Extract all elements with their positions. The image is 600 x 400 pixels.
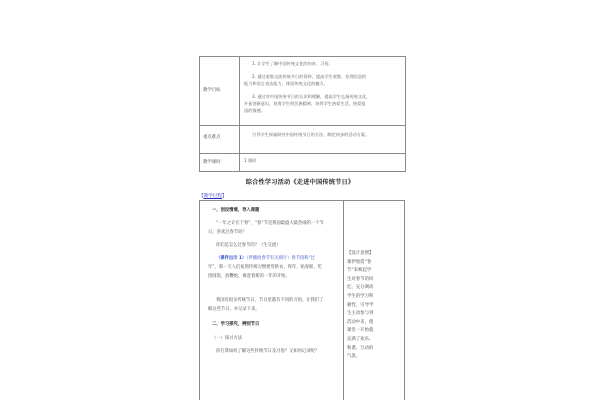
teaching-process-tag — [199, 193, 227, 199]
objective-line: 能力和语言表达能力，体验传统文化的魅力。 — [244, 81, 328, 87]
paragraph-line: 你打算如何了解这些传统节日及习俗？又如何记录呢？ — [216, 349, 320, 354]
courseware-line — [216, 255, 315, 261]
activity-heading: 综合性学习活动《走进中国传统节日》 — [245, 179, 355, 186]
key-points-line: 引导学生探索研究中国传统节日的方法，制定初步的活动方案。 — [252, 132, 370, 137]
table-row-divider — [200, 125, 405, 126]
courseware-label: （课件出示 1） — [216, 256, 247, 261]
note-line: 忆，充分调动 — [347, 285, 374, 291]
note-line: 学生的学习积 — [347, 293, 374, 299]
paragraph-line: 年”，那一天人们按照传统习惯要穿新衣、拜年、贴春联、吃 — [208, 265, 322, 270]
row-label-lesson-hours: 教学课时 — [203, 160, 221, 165]
table-row-divider — [200, 153, 405, 154]
note-line: 活动中来，使 — [347, 319, 374, 325]
process-table — [199, 200, 405, 400]
courseware-note: （伴播放春节有关图片）春节俗称“过 — [246, 256, 316, 261]
paragraph-line: 你们是怎么过春节的？（生交流） — [216, 243, 281, 248]
objective-line: 1. 让学生了解中国传统文化的由来、习俗。 — [252, 61, 333, 66]
objectives-text — [244, 60, 402, 114]
note-line: 和谐、互动的 — [347, 345, 374, 351]
note-line: 生主动参与到 — [347, 311, 374, 317]
objective-line: 国的情感。 — [244, 108, 265, 114]
section-title: 一、创设情境，导入课题 — [212, 208, 260, 213]
row-label-key-points: 重点难点 — [203, 135, 221, 140]
objective-line: 2. 通过收集交流传统节日的资料，提高学生收集、处理信息的 — [252, 74, 367, 80]
lesson-hours-value: 1 课时 — [244, 158, 257, 163]
row-label-objectives: 教学目标 — [203, 88, 221, 93]
note-line: 生对春节的回 — [347, 276, 374, 282]
table-column-divider — [343, 201, 344, 400]
paragraph-line: 团圆饭、放鞭炮，寓意着新的一年的开始。 — [208, 274, 290, 279]
objective-line: 3. 通过对中国传统节日的认识和理解，提高学生弘扬传统文化， — [252, 93, 371, 99]
note-line: 【设计意图】 — [347, 251, 374, 256]
objective-line: 开拓创新意识，培育学生的民族精神，培养学生热爱生活，热爱祖 — [244, 100, 366, 106]
tag-text: 教学过程 — [203, 194, 222, 199]
note-line: 课伊始借“春 — [347, 259, 372, 265]
note-line: 充满了欢乐、 — [347, 336, 374, 342]
key-points-text — [244, 131, 402, 138]
paragraph-line: 日，喜欢过春节吗？ — [208, 230, 247, 235]
tag-bracket: 【 — [199, 194, 204, 199]
paragraph-line: “一年之计在于春”，“春”节是我国最盛大最热闹的一个节 — [216, 221, 324, 226]
note-line: 气氛。 — [347, 354, 361, 360]
note-line: 极性，引导学 — [347, 302, 374, 308]
lesson-hours-text — [244, 157, 402, 164]
note-line: 课堂一开始就 — [347, 328, 374, 334]
subsection-title: （一）探讨方法 — [212, 336, 243, 341]
paragraph-line: 解这些节日，并记录下来。 — [208, 307, 260, 312]
design-intent-note — [347, 250, 403, 362]
section-title: 二、学习探究，辨别节日 — [212, 322, 260, 327]
tag-bracket: 】 — [222, 194, 227, 199]
note-line: 节”来唤起学 — [347, 268, 372, 274]
paragraph-line: 我国有很多传统节日，节日里都有不同的习俗，让我们了 — [216, 298, 324, 303]
objectives-table — [199, 56, 406, 172]
